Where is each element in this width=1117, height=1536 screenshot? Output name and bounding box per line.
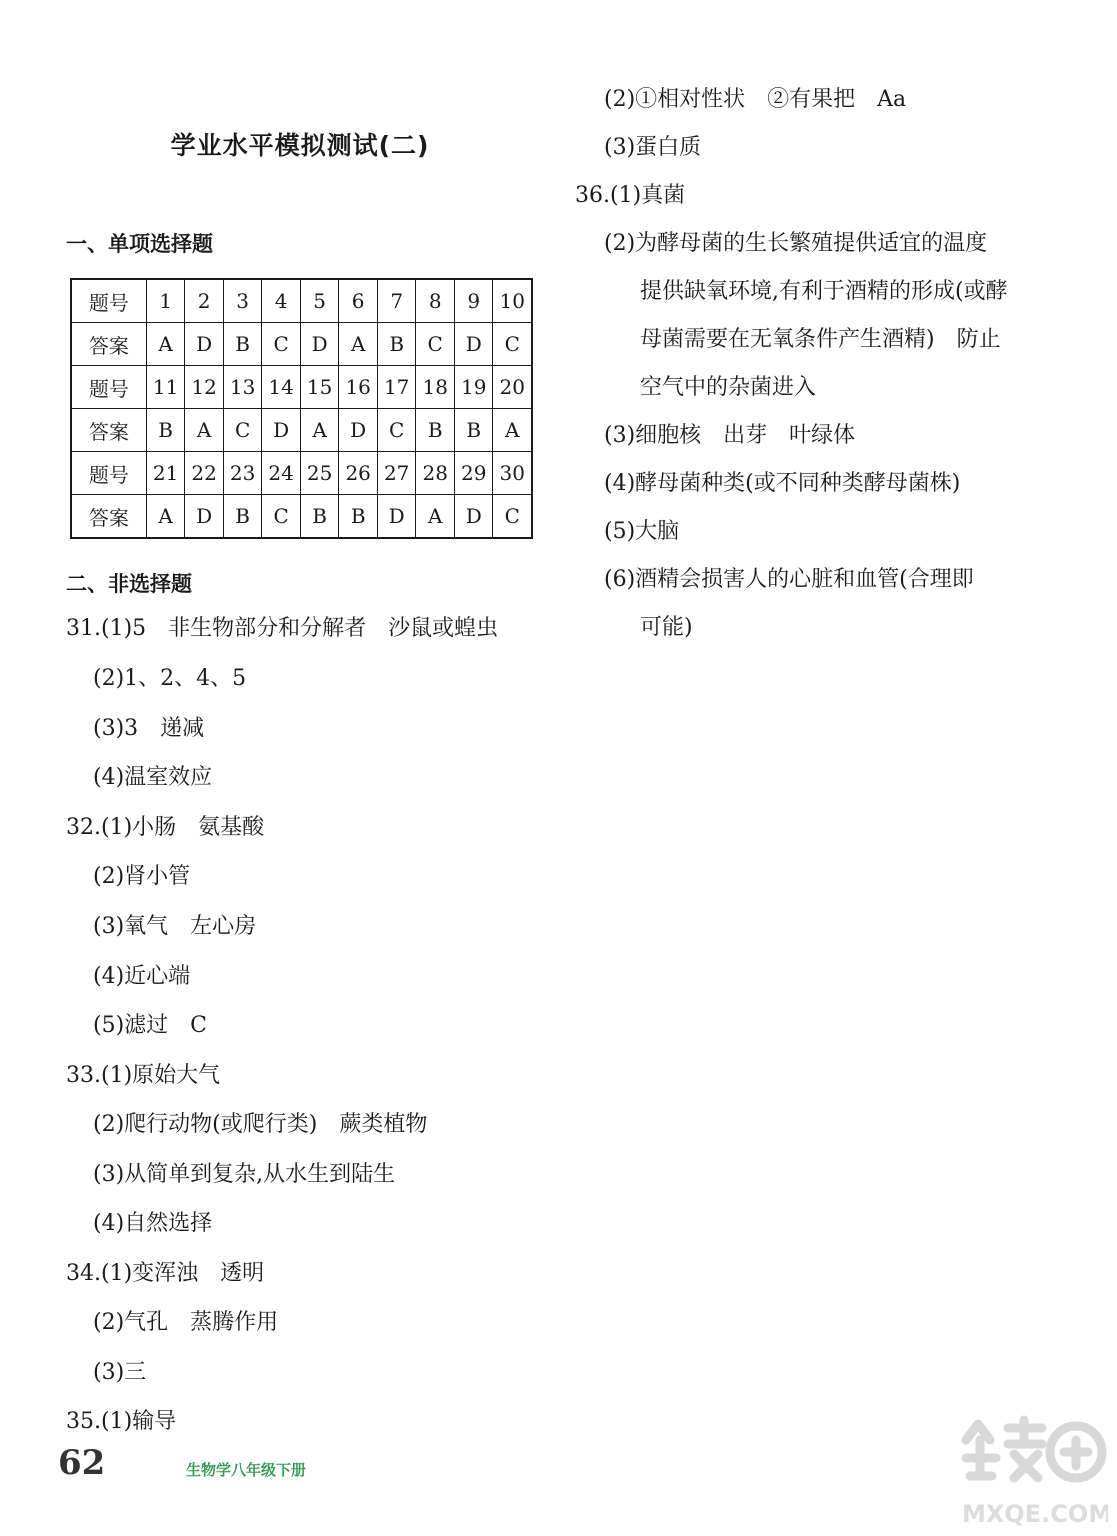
- table-cell: C: [262, 323, 301, 366]
- table-row: [71, 323, 532, 366]
- table-cell: B: [146, 409, 185, 452]
- table-row-header: 答案: [71, 495, 146, 539]
- table-row-header: 答案: [71, 323, 146, 366]
- table-cell: B: [377, 323, 416, 366]
- table-cell: 25: [300, 452, 339, 495]
- answer-line: 36.(1)真菌: [575, 183, 686, 208]
- table-cell: 18: [416, 366, 455, 409]
- table-cell: B: [339, 495, 378, 539]
- section-heading-nonchoice: 二、非选择题: [66, 572, 192, 596]
- table-cell: B: [300, 495, 339, 539]
- table-cell: 15: [300, 366, 339, 409]
- answer-line: (3)3 递减: [93, 716, 205, 741]
- table-row: [71, 366, 532, 409]
- table-cell: 13: [223, 366, 262, 409]
- table-row-header: 答案: [71, 409, 146, 452]
- table-cell: 30: [493, 452, 532, 495]
- answer-line: (5)大脑: [604, 519, 680, 544]
- table-row-header: 题号: [71, 366, 146, 409]
- table-cell: B: [223, 495, 262, 539]
- table-cell: 21: [146, 452, 185, 495]
- answer-table: [70, 278, 533, 539]
- answer-line: (3)细胞核 出芽 叶绿体: [604, 423, 856, 448]
- table-cell: 1: [146, 279, 185, 323]
- table-cell: 24: [262, 452, 301, 495]
- table-cell: 22: [185, 452, 224, 495]
- table-cell: A: [493, 409, 532, 452]
- answer-line: (2)肾小管: [93, 864, 191, 889]
- answer-line: (3)氧气 左心房: [93, 914, 257, 939]
- answer-line: (3)从简单到复杂,从水生到陆生: [93, 1162, 396, 1187]
- table-row-header: 题号: [71, 279, 146, 323]
- table-cell: 28: [416, 452, 455, 495]
- table-cell: 27: [377, 452, 416, 495]
- table-cell: D: [454, 495, 493, 539]
- table-cell: 7: [377, 279, 416, 323]
- answer-line: (6)酒精会损害人的心脏和血管(合理即: [604, 567, 974, 592]
- table-cell: 11: [146, 366, 185, 409]
- answer-line: 35.(1)输导: [66, 1409, 177, 1434]
- answer-line: (2)爬行动物(或爬行类) 蕨类植物: [93, 1112, 428, 1137]
- answer-line: 提供缺氧环境,有利于酒精的形成(或酵: [640, 279, 1008, 304]
- table-cell: A: [146, 323, 185, 366]
- section-heading-choice: 一、单项选择题: [66, 232, 213, 256]
- table-cell: 5: [300, 279, 339, 323]
- table-cell: 6: [339, 279, 378, 323]
- table-cell: 8: [416, 279, 455, 323]
- table-cell: A: [416, 495, 455, 539]
- table-cell: B: [454, 409, 493, 452]
- table-cell: D: [377, 495, 416, 539]
- table-cell: D: [300, 323, 339, 366]
- answer-line: (3)蛋白质: [604, 135, 702, 160]
- answer-line: 31.(1)5 非生物部分和分解者 沙鼠或蝗虫: [66, 616, 499, 641]
- table-row: [71, 495, 532, 539]
- table-cell: 9: [454, 279, 493, 323]
- answer-line: (3)三: [93, 1360, 147, 1385]
- table-cell: A: [300, 409, 339, 452]
- answer-line: (4)酵母菌种类(或不同种类酵母菌株): [604, 471, 961, 496]
- page-number: 62: [58, 1443, 106, 1483]
- answer-line: 33.(1)原始大气: [66, 1063, 221, 1088]
- table-cell: D: [185, 495, 224, 539]
- table-cell: B: [223, 323, 262, 366]
- book-title: 生物学八年级下册: [186, 1461, 307, 1479]
- table-cell: 14: [262, 366, 301, 409]
- table-cell: A: [339, 323, 378, 366]
- answer-line: 可能): [640, 615, 693, 640]
- table-row: [71, 409, 532, 452]
- answer-line: (5)滤过 C: [93, 1013, 207, 1038]
- table-cell: A: [146, 495, 185, 539]
- table-row: [71, 452, 532, 495]
- page-title: 学业水平模拟测试(二): [170, 131, 430, 160]
- answer-line: (2)1、2、4、5: [93, 666, 247, 691]
- answer-line: (4)自然选择: [93, 1211, 213, 1236]
- answer-line: (4)温室效应: [93, 765, 213, 790]
- table-cell: A: [185, 409, 224, 452]
- answer-line: 母菌需要在无氧条件产生酒精) 防止: [640, 327, 1001, 352]
- table-cell: C: [493, 323, 532, 366]
- table-cell: C: [223, 409, 262, 452]
- table-cell: 10: [493, 279, 532, 323]
- answer-line: (4)近心端: [93, 964, 191, 989]
- table-cell: C: [416, 323, 455, 366]
- answer-line: 空气中的杂菌进入: [640, 375, 817, 400]
- table-cell: 17: [377, 366, 416, 409]
- answer-line: (2)气孔 蒸腾作用: [93, 1310, 279, 1335]
- table-row: [71, 279, 532, 323]
- watermark-logo: [958, 1410, 1108, 1530]
- table-cell: 16: [339, 366, 378, 409]
- table-cell: 23: [223, 452, 262, 495]
- table-cell: 4: [262, 279, 301, 323]
- answer-line: 34.(1)变浑浊 透明: [66, 1261, 265, 1286]
- answer-line: (2)①相对性状 ②有果把 Aa: [604, 87, 907, 112]
- svg-text:MXQE.COM: MXQE.COM: [962, 1500, 1108, 1528]
- table-cell: C: [377, 409, 416, 452]
- table-cell: 29: [454, 452, 493, 495]
- table-cell: D: [454, 323, 493, 366]
- table-cell: 12: [185, 366, 224, 409]
- table-cell: C: [262, 495, 301, 539]
- answer-line: (2)为酵母菌的生长繁殖提供适宜的温度: [604, 231, 988, 256]
- table-cell: 2: [185, 279, 224, 323]
- table-cell: D: [339, 409, 378, 452]
- table-cell: D: [185, 323, 224, 366]
- answer-line: 32.(1)小肠 氨基酸: [66, 815, 265, 840]
- table-cell: 26: [339, 452, 378, 495]
- table-cell: 20: [493, 366, 532, 409]
- table-cell: B: [416, 409, 455, 452]
- table-cell: 3: [223, 279, 262, 323]
- table-cell: C: [493, 495, 532, 539]
- table-cell: D: [262, 409, 301, 452]
- table-cell: 19: [454, 366, 493, 409]
- table-row-header: 题号: [71, 452, 146, 495]
